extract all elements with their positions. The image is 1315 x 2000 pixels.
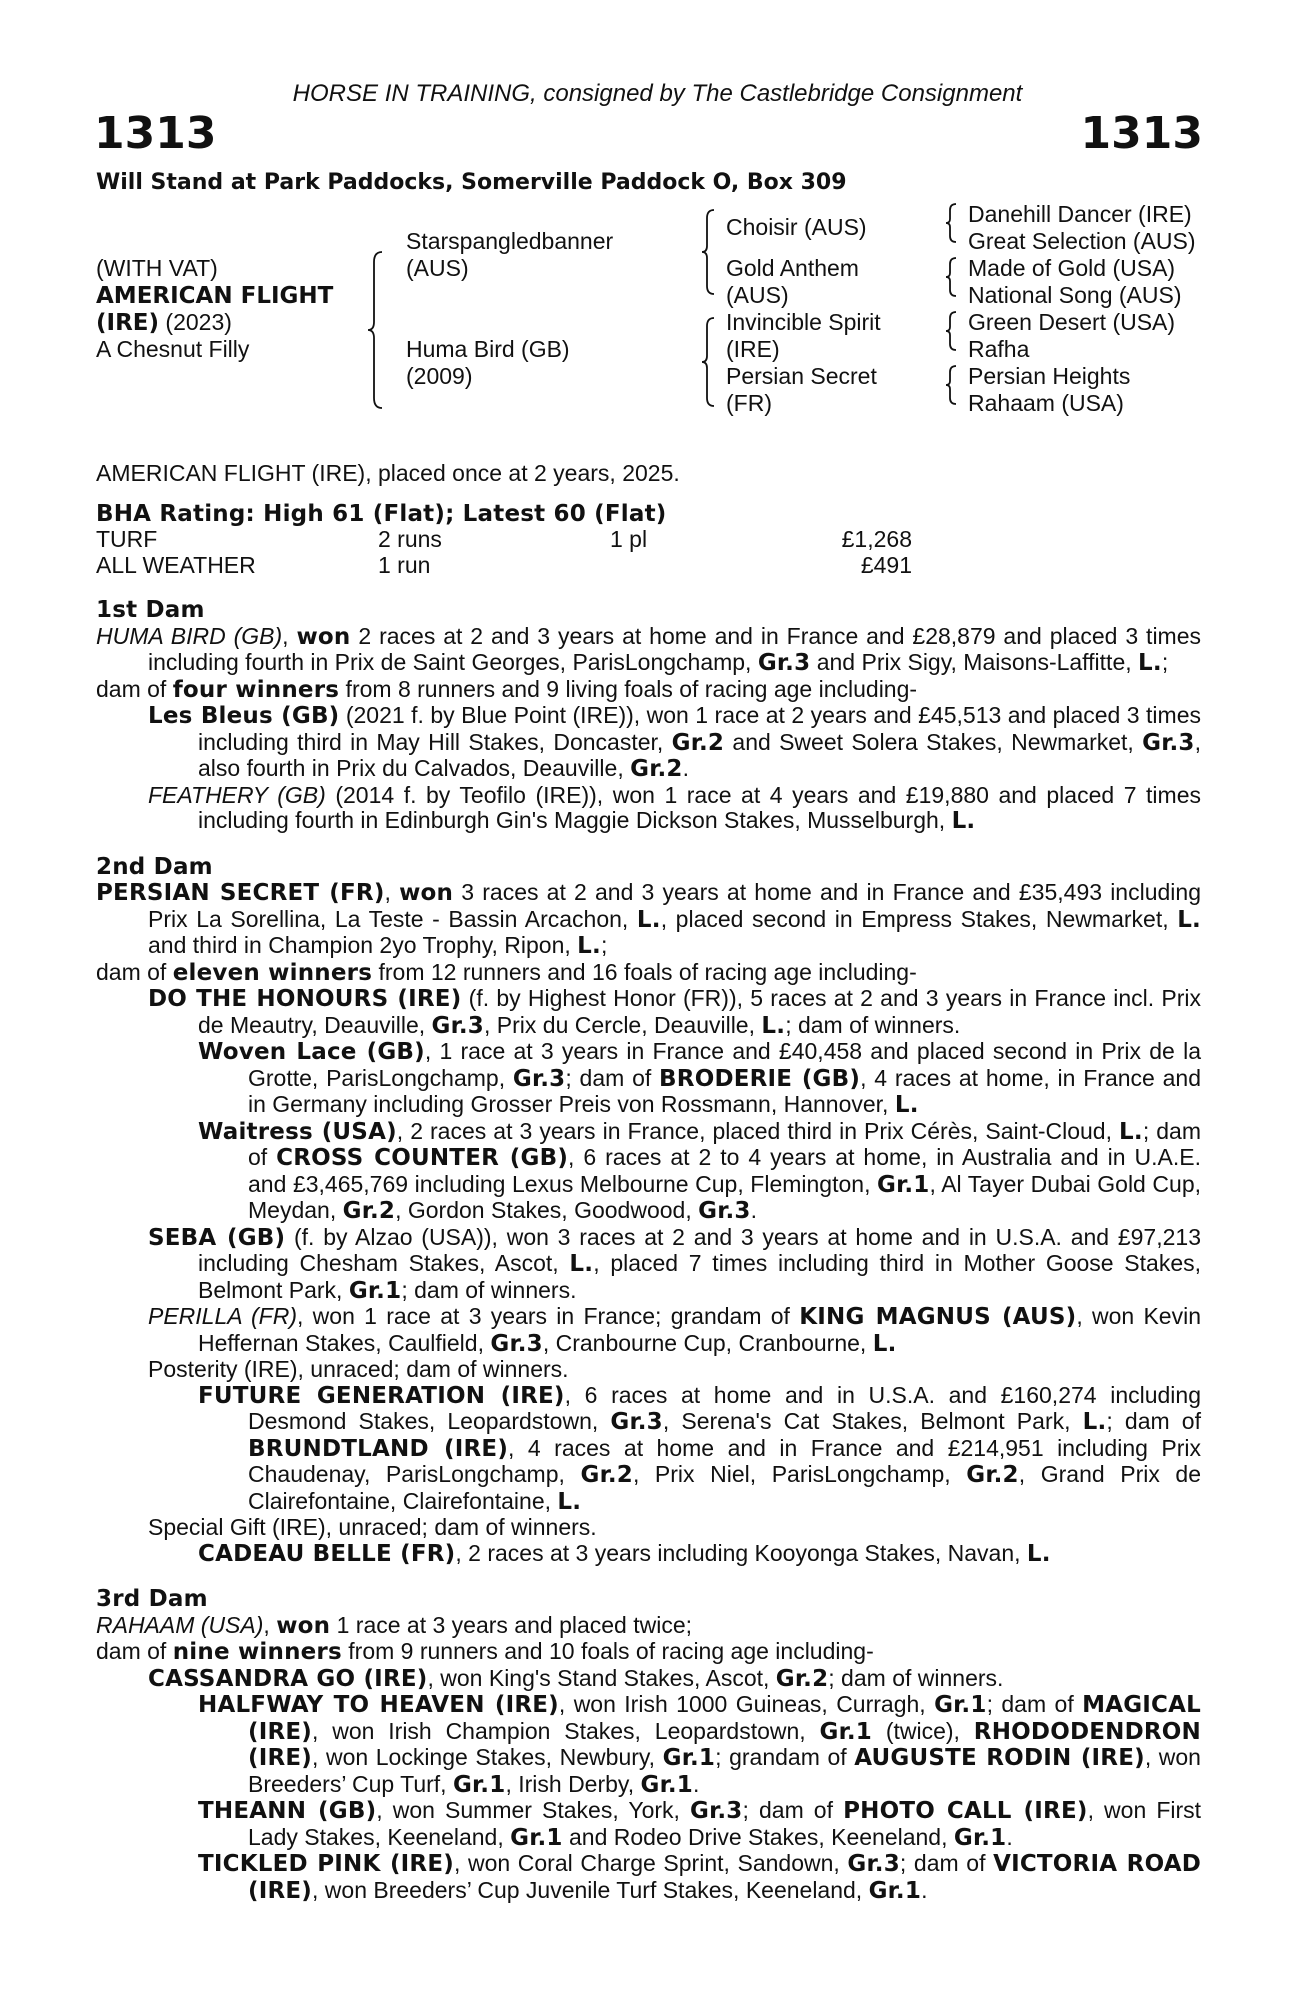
produce-special-gift: Special Gift (IRE), unraced; dam of winners. [148,1514,597,1540]
dam-dam: Persian Secret [726,363,877,389]
first-dam-record: HUMA BIRD (GB), won 2 races at 2 and 3 years at home and in France and £28,879 and placed 3 times including fourth in Prix de Saint Georges, ParisLongchamp, Gr.3 and Prix Sigy, Maisons-Laffitte, L.; [96,622,1202,676]
produce-cadeau-belle: CADEAU BELLE (FR), 2 races at 3 years including Kooyonga Stakes, Navan, L. [198,1539,1051,1567]
horse-year: (2023) [165,309,232,335]
second-dam-produce-intro: dam of eleven winners from 12 runners and 16 foals of racing age including- [96,958,917,986]
produce-feathery: FEATHERY (GB) (2014 f. by Teofilo (IRE)), won 1 race at 4 years and £19,880 and placed 7 times including fourth in Edinburgh Gin's Maggie Dickson Stakes, Musselburgh, L. [148,781,1201,834]
brace-choisir [944,202,958,244]
rating-heading: BHA Rating: High 61 (Flat); Latest 60 (Flat) [96,500,667,527]
produce-tickled-pink: TICKLED PINK (IRE), won Coral Charge Sprint, Sandown, Gr.3; dam of VICTORIA ROAD (IRE), won Breeders’ Cup Juvenile Turf Stakes, Keeneland, Gr.1. [198,1850,1201,1904]
third-dam-produce-intro: dam of nine winners from 9 runners and 10 foals of racing age including- [96,1638,874,1665]
third-dam-heading: 3rd Dam [96,1586,208,1612]
produce-cassandra-go: CASSANDRA GO (IRE), won King's Stand Stakes, Ascot, Gr.2; dam of winners. [148,1664,1004,1692]
turf-runs: 2 runs [378,526,442,552]
brace-persian-secret [944,364,958,406]
brace-gold-anthem [944,256,958,298]
sire-dam: Gold Anthem [726,255,859,281]
sire-dam-dam: National Song (AUS) [968,282,1182,308]
turf-prize: £1,268 [841,526,912,552]
sire-sire-sire: Danehill Dancer (IRE) [968,201,1192,227]
turf-placed: 1 pl [610,526,648,552]
produce-theann: THEANN (GB), won Summer Stakes, York, Gr.3; dam of PHOTO CALL (IRE), won First Lady Stakes, Keeneland, Gr.1 and Rodeo Drive Stakes, Keeneland, Gr.1. [198,1797,1202,1851]
stand-info: Will Stand at Park Paddocks, Somerville Paddock O, Box 309 [96,170,847,195]
consignor-banner: HORSE IN TRAINING, consigned by The Castlebridge Consignment [292,80,1023,107]
horse-description: A Chesnut Filly [96,336,250,362]
horse-country: (IRE) [96,310,160,336]
produce-woven-lace: Woven Lace (GB), 1 race at 3 years in France and £40,458 and placed second in Prix de la Grotte, ParisLongchamp, Gr.3; dam of BRODERIE (GB), 4 races at home, in France and in Germany including Grosser Preis von Rossmann, Hannover, L. [198,1038,1201,1118]
sire-sire-dam: Great Selection (AUS) [968,228,1196,254]
produce-halfway-to-heaven: HALFWAY TO HEAVEN (IRE), won Irish 1000 Guineas, Curragh, Gr.1; dam of MAGICAL (IRE), won Irish Champion Stakes, Leopardstown, Gr.1 (twice), RHODODENDRON (IRE), won Lockinge Stakes, Newbury, Gr.1; grandam of AUGUSTE RODIN (IRE), won Breeders’ Cup Turf, Gr.1, Irish Derby, Gr.1. [198,1691,1202,1798]
brace-invincible-spirit [944,310,958,352]
turf-label: TURF [96,526,158,552]
produce-future-generation: FUTURE GENERATION (IRE), 6 races at home and in U.S.A. and £160,274 including Desmond Stakes, Leopardstown, Gr.3, Serena's Cat Stakes, Belmont Park, L.; dam of BRUNDTLAND (IRE), 4 races at home and in France and £214,951 including Prix Chaudenay, ParisLongchamp, Gr.2, Prix Niel, ParisLongchamp, Gr.2, Grand Prix de Clairefontaine, Clairefontaine, L. [198,1381,1201,1515]
brace-dam-line [700,316,718,408]
produce-perilla: PERILLA (FR), won 1 race at 3 years in France; grandam of KING MAGNUS (AUS), won Kevin Heffernan Stakes, Caulfield, Gr.3, Cranbourne Cup, Cranbourne, L. [148,1303,1201,1357]
dam-name: Huma Bird (GB) [406,336,570,362]
brace-sire-line [700,208,718,296]
produce-les-bleus: Les Bleus (GB) (2021 f. by Blue Point (IRE)), won 1 race at 2 years and £45,513 and placed 3 times including third in May Hill Stakes, Doncaster, Gr.2 and Sweet Solera Stakes, Newmarket, Gr.3, also fourth in Prix du Calvados, Deauville, Gr.2. [148,702,1202,782]
third-dam-record: RAHAAM (USA), won 1 race at 3 years and placed twice; [96,1611,693,1639]
first-dam-heading: 1st Dam [96,597,205,623]
second-dam-record: PERSIAN SECRET (FR), won 3 races at 2 and 3 years at home and in France and £35,493 including Prix La Sorellina, La Teste - Bassin Arcachon, L., placed second in Empress Stakes, Newmarket, L. and third in Champion 2yo Trophy, Ripon, L.; [96,879,1201,959]
catalogue-body [96,461,1201,1904]
rating-turf-row [96,527,1201,553]
sire-sire: Choisir (AUS) [726,214,867,240]
horse-name-line [96,282,333,310]
sire-dam-country: (AUS) [726,282,789,308]
produce-seba: SEBA (GB) (f. by Alzao (USA)), won 3 races at 2 and 3 years at home and in U.S.A. and £97,213 including Chesham Stakes, Ascot, L., placed 7 times including third in Mother Goose Stakes, Belmont Park, Gr.1; dam of winners. [148,1223,1201,1304]
dam-dam-dam: Rahaam (USA) [968,390,1124,416]
dam-sire-country: (IRE) [726,336,780,362]
aw-label: ALL WEATHER [96,551,256,578]
sire-name: Starspangledbanner [406,228,614,254]
first-dam-name: HUMA BIRD (GB) [96,622,283,649]
lot-number-left: 1313 [94,108,217,159]
dam-sire: Invincible Spirit [726,309,881,335]
produce-do-the-honours: DO THE HONOURS (IRE) (f. by Highest Honor (FR)), 5 races at 2 and 3 years in France incl. Prix de Meautry, Deauville, Gr.3, Prix du Cercle, Deauville, L.; dam of winners. [148,985,1201,1039]
lot-number-right: 1313 [1080,108,1203,159]
dam-year: (2009) [406,363,473,389]
second-dam-heading: 2nd Dam [96,853,213,880]
dam-sire-sire: Green Desert (USA) [968,309,1176,335]
aw-runs: 1 run [378,551,431,578]
race-summary: AMERICAN FLIGHT (IRE), placed once at 2 years, 2025. [96,460,680,486]
produce-posterity: Posterity (IRE), unraced; dam of winners. [148,1356,569,1382]
dam-sire-dam: Rafha [968,336,1030,362]
sire-dam-sire: Made of Gold (USA) [968,255,1176,281]
first-dam-produce-intro: dam of four winners from 8 runners and 9 living foals of racing age including- [96,675,918,703]
sire-country: (AUS) [406,255,469,281]
dam-dam-country: (FR) [726,390,772,416]
dam-dam-sire: Persian Heights [968,363,1131,389]
vat-note: (WITH VAT) [96,255,218,281]
brace-generation-1 [366,250,386,410]
produce-waitress: Waitress (USA), 2 races at 3 years in France, placed third in Prix Cérès, Saint-Cloud, L.; dam of CROSS COUNTER (GB), 6 races at 2 to 4 years at home, in Australia and in U.A.E. and £3,465,769 including Lexus Melbourne Cup, Flemington, Gr.1, Al Tayer Dubai Gold Cup, Meydan, Gr.2, Gordon Stakes, Goodwood, Gr.3. [198,1117,1201,1224]
aw-prize: £491 [860,551,912,578]
horse-country-year [96,309,232,337]
horse-name: AMERICAN FLIGHT [96,283,334,309]
rating-aw-row [96,553,1201,579]
